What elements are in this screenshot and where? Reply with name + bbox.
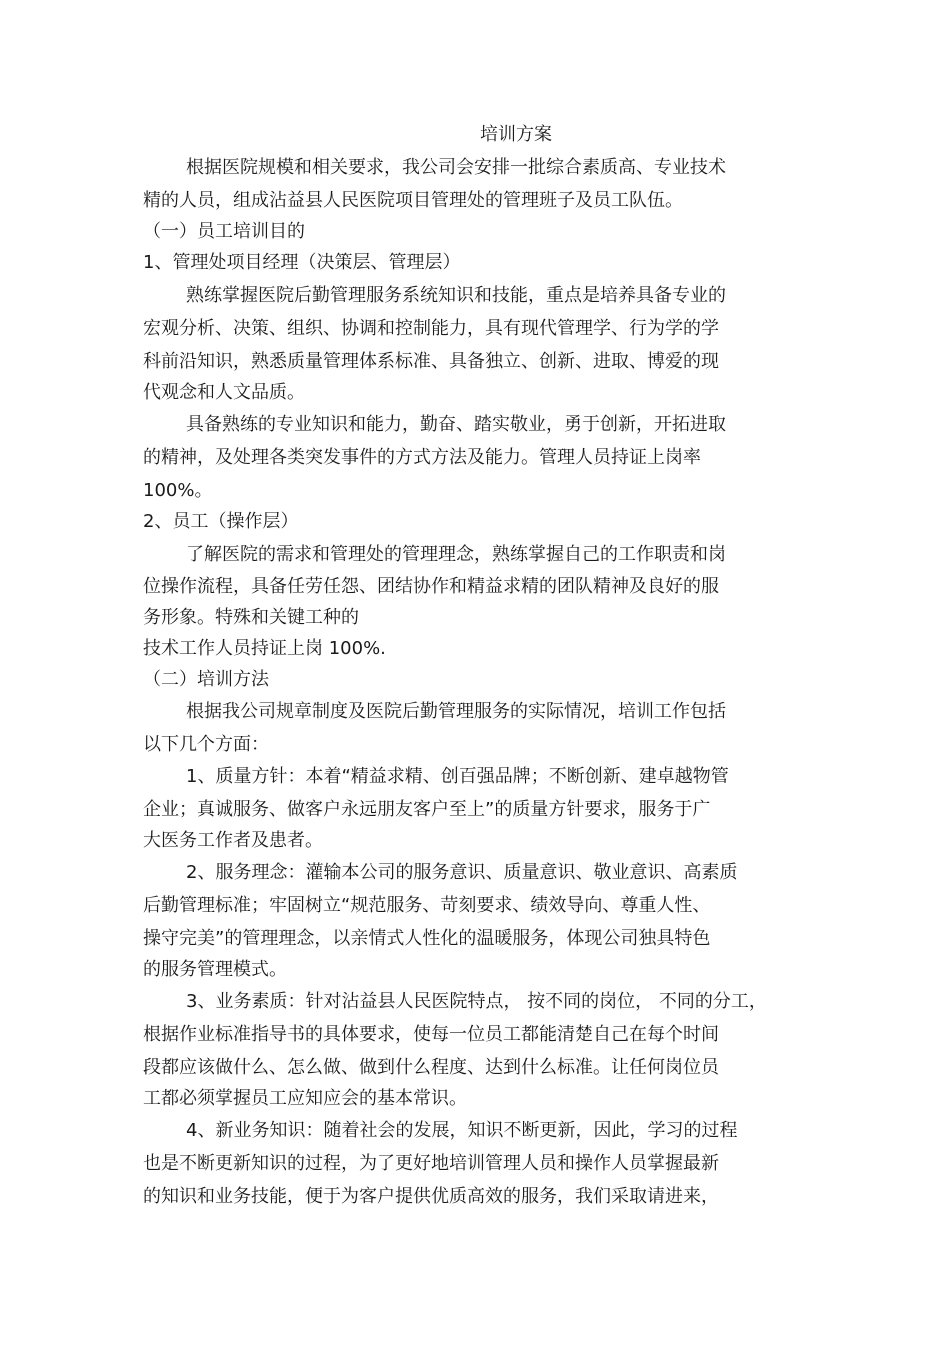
paragraph-line: 根据作业标准指导书的具体要求，使每一位员工都能清楚自己在每个时间 — [143, 1024, 719, 1045]
paragraph-line: 工都必须掌握员工应知应会的基本常识。 — [143, 1088, 467, 1109]
paragraph-line: 企业；真诚服务、做客户永远朋友客户至上”的质量方针要求，服务于广 — [143, 799, 711, 820]
paragraph-line: 的精神，及处理各类突发事件的方式方法及能力。管理人员持证上岗率 — [143, 447, 701, 468]
paragraph-line: 的服务管理模式。 — [143, 959, 287, 980]
subsection-heading: 2、员工（操作层） — [143, 511, 299, 532]
paragraph-line: 4、新业务知识：随着社会的发展，知识不断更新，因此，学习的过程 — [186, 1120, 738, 1141]
paragraph-line: 宏观分析、决策、组织、协调和控制能力，具有现代管理学、行为学的学 — [143, 318, 719, 339]
paragraph-line: 100%。 — [143, 480, 213, 501]
paragraph-line: 1、质量方针：本着“精益求精、创百强品牌；不断创新、建卓越物管 — [186, 766, 729, 787]
section-heading: （二）培训方法 — [143, 669, 269, 690]
paragraph-line: 以下几个方面： — [143, 734, 269, 755]
paragraph-line: 位操作流程，具备任劳任怨、团结协作和精益求精的团队精神及良好的服 — [143, 576, 719, 597]
section-heading: （一）员工培训目的 — [143, 221, 305, 242]
paragraph-line: 段都应该做什么、怎么做、做到什么程度、达到什么标准。让任何岗位员 — [143, 1057, 719, 1078]
paragraph-line: 根据医院规模和相关要求，我公司会安排一批综合素质高、专业技术 — [186, 157, 726, 178]
paragraph-line: 了解医院的需求和管理处的管理理念，熟练掌握自己的工作职责和岗 — [186, 544, 726, 565]
paragraph-line: 也是不断更新知识的过程，为了更好地培训管理人员和操作人员掌握最新 — [143, 1153, 719, 1174]
paragraph-line: 精的人员，组成沾益县人民医院项目管理处的管理班子及员工队伍。 — [143, 190, 683, 211]
paragraph-line: 科前沿知识，熟悉质量管理体系标准、具备独立、创新、进取、博爱的现 — [143, 351, 719, 372]
paragraph-line: 代观念和人文品质。 — [143, 382, 305, 403]
paragraph-line: 3、业务素质：针对沾益县人民医院特点， 按不同的岗位， 不同的分工， — [186, 991, 767, 1012]
paragraph-line: 操守完美”的管理理念，以亲情式人性化的温暖服务，体现公司独具特色 — [143, 928, 711, 949]
paragraph-line: 务形象。特殊和关键工种的 — [143, 607, 359, 628]
document-title: 培训方案 — [480, 124, 552, 145]
paragraph-line: 根据我公司规章制度及医院后勤管理服务的实际情况，培训工作包括 — [186, 701, 726, 722]
subsection-heading: 1、管理处项目经理（决策层、管理层） — [143, 252, 461, 273]
paragraph-line: 的知识和业务技能，便于为客户提供优质高效的服务，我们采取请进来， — [143, 1186, 719, 1207]
paragraph-line: 后勤管理标准；牢固树立“规范服务、苛刻要求、绩效导向、尊重人性、 — [143, 895, 711, 916]
paragraph-line: 技术工作人员持证上岗 100%. — [143, 638, 386, 659]
paragraph-line: 大医务工作者及患者。 — [143, 830, 323, 851]
paragraph-line: 具备熟练的专业知识和能力，勤奋、踏实敬业，勇于创新，开拓进取 — [186, 414, 726, 435]
paragraph-line: 2、服务理念：灌输本公司的服务意识、质量意识、敬业意识、高素质 — [186, 862, 738, 883]
paragraph-line: 熟练掌握医院后勤管理服务系统知识和技能，重点是培养具备专业的 — [186, 285, 726, 306]
